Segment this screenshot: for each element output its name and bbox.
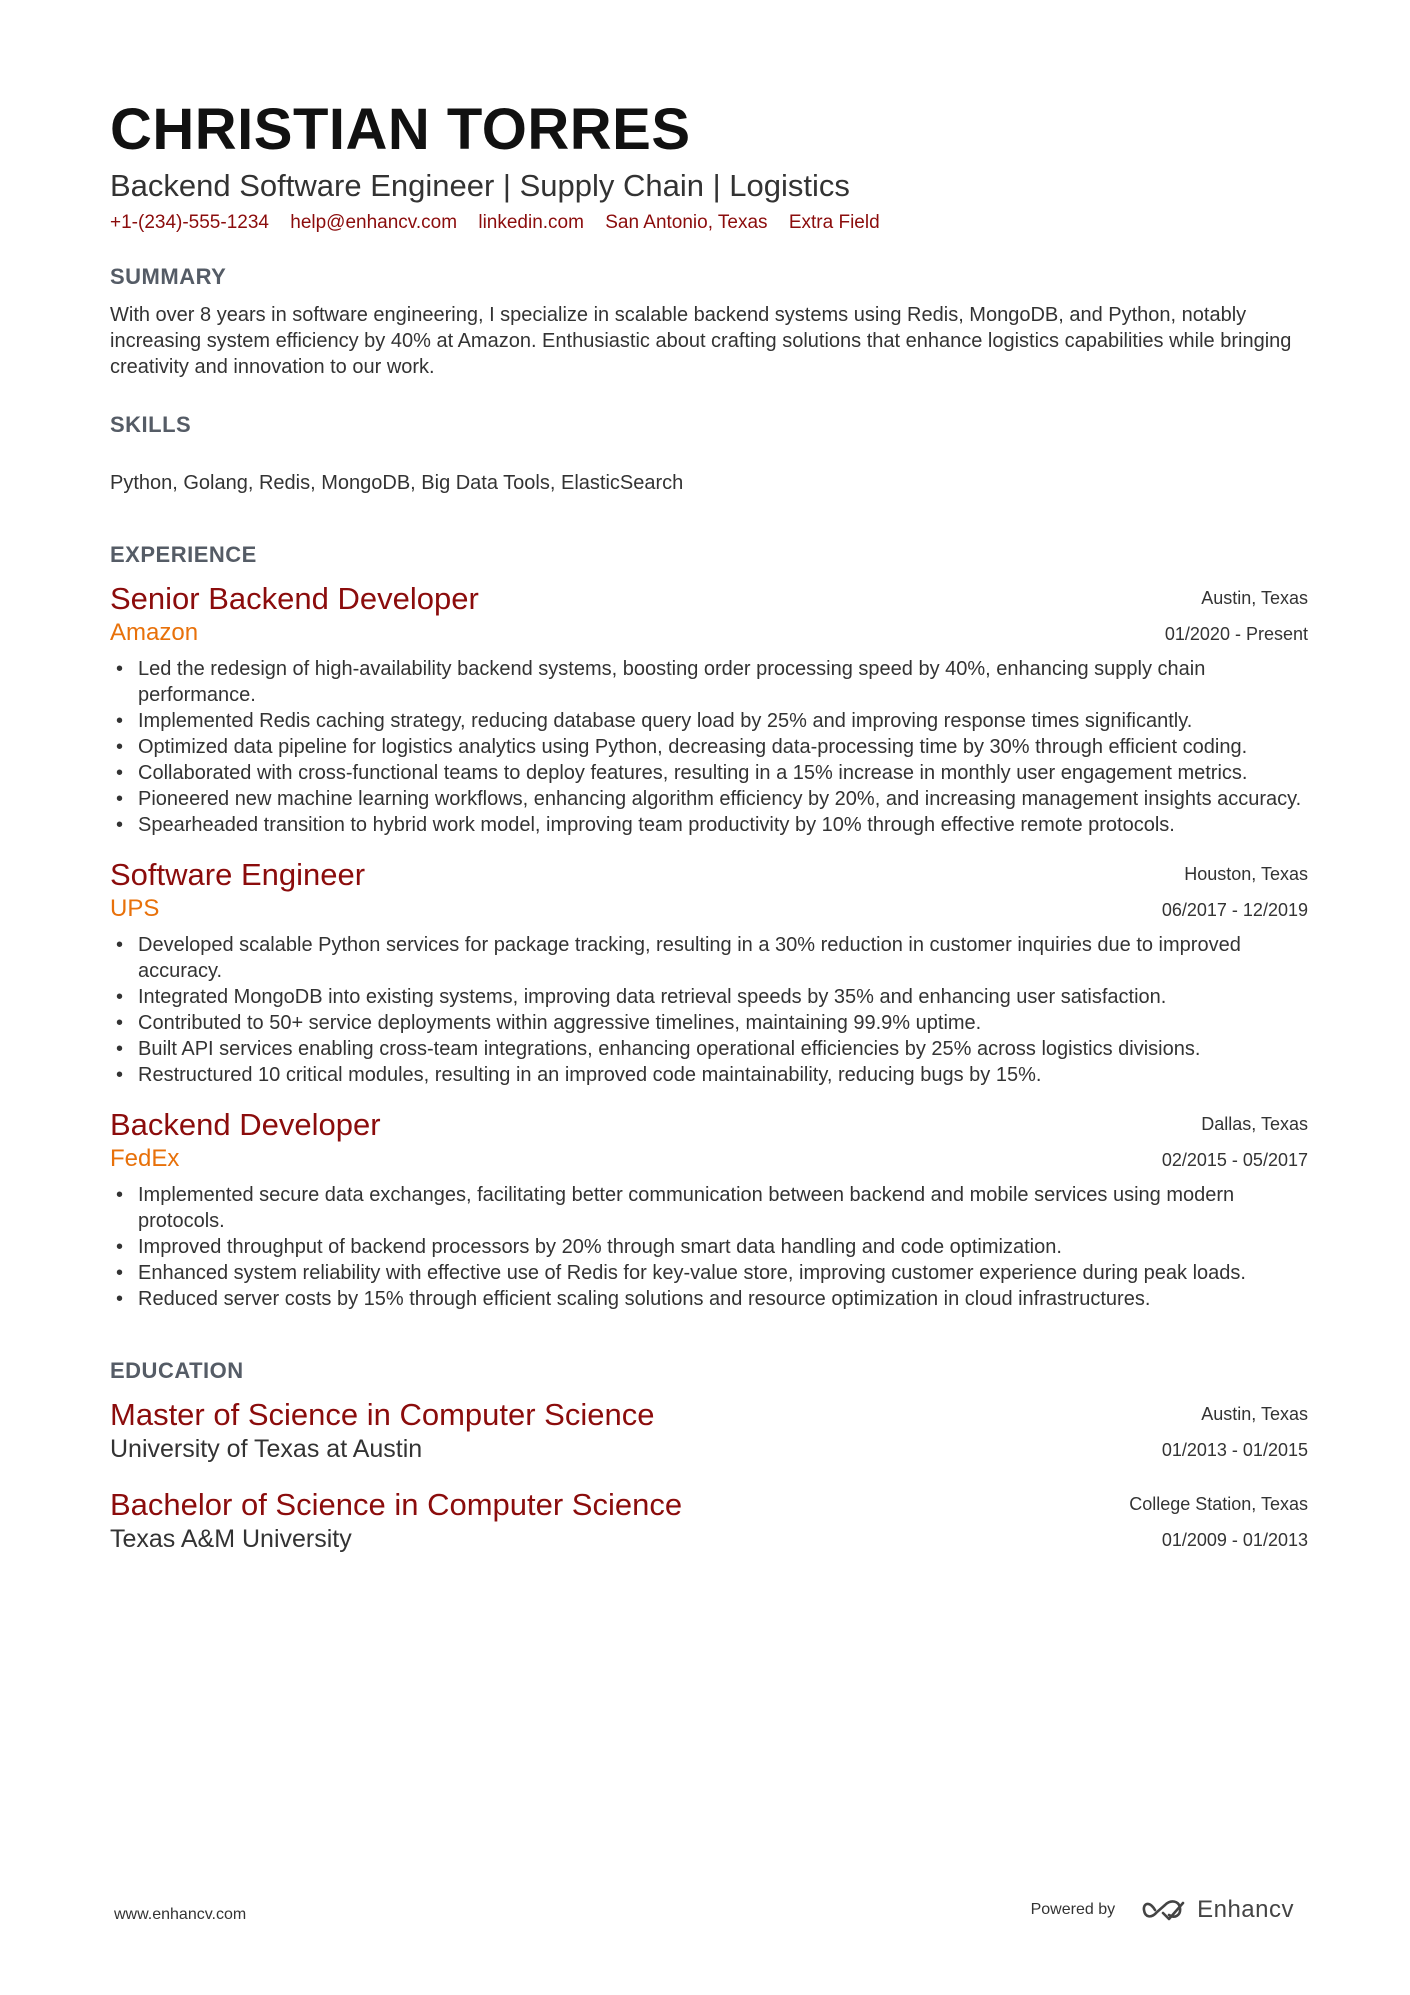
resume-page (110, 96, 1308, 1558)
job-location: Dallas, Texas (1201, 1114, 1308, 1134)
brand-name: Enhancv (1197, 1896, 1294, 1923)
contact-location: San Antonio, Texas (605, 212, 768, 233)
bullet-item: • Contributed to 50+ service deployments within aggressive timelines, maintaining 99.9% uptime. (110, 1010, 1308, 1036)
enhancv-logo-icon (1141, 1897, 1189, 1923)
education-dates: 01/2009 - 01/2013 (1161, 1530, 1308, 1550)
job-location: Houston, Texas (1184, 864, 1308, 884)
contact-row (110, 210, 1308, 236)
job-dates: 02/2015 - 05/2017 (1161, 1150, 1308, 1170)
education-entry (110, 1396, 1308, 1468)
job-title: Senior Backend Developer (110, 581, 479, 616)
experience-entry (110, 580, 1308, 838)
contact-phone[interactable]: +1-(234)-555-1234 (110, 212, 269, 233)
school-name: University of Texas at Austin (110, 1435, 423, 1463)
company-name: Amazon (110, 619, 199, 646)
education-section (110, 1356, 1308, 1558)
education-dates: 01/2013 - 01/2015 (1161, 1440, 1308, 1460)
experience-section (110, 540, 1308, 1312)
contact-extra-field: Extra Field (788, 212, 880, 233)
job-dates: 01/2020 - Present (1164, 624, 1308, 644)
degree-title: Bachelor of Science in Computer Science (110, 1487, 683, 1522)
bullet-item: • Spearheaded transition to hybrid work model, improving team productivity by 10% through effective remote protocols. (110, 812, 1308, 838)
bullet-item: • Collaborated with cross-functional teams to deploy features, resulting in a 15% increase in monthly user engagement metrics. (110, 760, 1308, 786)
school-name: Texas A&M University (110, 1525, 352, 1553)
section-title-skills: SKILLS (110, 412, 192, 437)
bullet-item: • Led the redesign of high-availability backend systems, boosting order processing speed by 40%, enhancing supply chain performance. (110, 656, 1308, 708)
job-bullets (110, 932, 1308, 1088)
bullet-item: • Pioneered new machine learning workflows, enhancing algorithm efficiency by 20%, and increasing management insights accuracy. (110, 786, 1308, 812)
job-title: Software Engineer (110, 857, 366, 892)
bullet-item: • Enhanced system reliability with effective use of Redis for key-value store, improving customer experience during peak loads. (110, 1260, 1308, 1286)
bullet-item: • Implemented Redis caching strategy, reducing database query load by 25% and improving response times significantly. (110, 708, 1308, 734)
experience-entry (110, 1106, 1308, 1312)
bullet-item: • Improved throughput of backend processors by 20% through smart data handling and code optimization. (110, 1234, 1308, 1260)
skills-section (110, 410, 1308, 496)
contact-linkedin[interactable]: linkedin.com (478, 212, 584, 233)
footer-url[interactable]: www.enhancv.com (114, 1906, 247, 1923)
bullet-item: • Developed scalable Python services for package tracking, resulting in a 30% reduction in customer inquiries due to improved accuracy. (110, 932, 1308, 984)
job-bullets (110, 1182, 1308, 1312)
contact-email[interactable]: help@enhancv.com (290, 212, 458, 233)
page-footer (114, 1896, 1294, 1936)
section-title-summary: SUMMARY (110, 264, 227, 289)
company-name: UPS (110, 895, 160, 922)
bullet-item: • Integrated MongoDB into existing systems, improving data retrieval speeds by 35% and enhancing user satisfaction. (110, 984, 1308, 1010)
bullet-item: • Optimized data pipeline for logistics analytics using Python, decreasing data-processing time by 30% through efficient coding. (110, 734, 1308, 760)
bullet-item: • Reduced server costs by 15% through efficient scaling solutions and resource optimization in cloud infrastructures. (110, 1286, 1308, 1312)
bullet-item: • Restructured 10 critical modules, resulting in an improved code maintainability, reducing bugs by 15%. (110, 1062, 1308, 1088)
powered-by[interactable] (1031, 1896, 1294, 1924)
skills-text: Python, Golang, Redis, MongoDB, Big Data Tools, ElasticSearch (110, 472, 684, 494)
job-dates: 06/2017 - 12/2019 (1161, 900, 1308, 920)
summary-section (110, 262, 1308, 380)
bullet-item: • Built API services enabling cross-team integrations, enhancing operational efficiencies by 25% across logistics divisions. (110, 1036, 1308, 1062)
experience-entry (110, 856, 1308, 1088)
powered-by-label: Powered by (1030, 1901, 1116, 1918)
company-name: FedEx (110, 1145, 180, 1172)
job-bullets (110, 656, 1308, 838)
school-location: Austin, Texas (1201, 1404, 1308, 1424)
education-entry (110, 1486, 1308, 1558)
section-title-education: EDUCATION (110, 1358, 244, 1383)
headline: Backend Software Engineer | Supply Chain | Logistics (110, 168, 850, 203)
job-location: Austin, Texas (1201, 588, 1308, 608)
section-title-experience: EXPERIENCE (110, 542, 257, 567)
degree-title: Master of Science in Computer Science (110, 1397, 655, 1432)
job-title: Backend Developer (110, 1107, 381, 1142)
school-location: College Station, Texas (1129, 1494, 1308, 1514)
candidate-name: CHRISTIAN TORRES (110, 97, 691, 162)
summary-text: With over 8 years in software engineering, I specialize in scalable backend systems using Redis, MongoDB, and Python, notably increasing system efficiency by 40% at Amazon. Enthusiastic about crafting solutions that enhance logistics capabilities while bringing creativity and innovation to our work. (110, 304, 1292, 378)
bullet-item: • Implemented secure data exchanges, facilitating better communication between backend and mobile services using modern protocols. (110, 1182, 1308, 1234)
